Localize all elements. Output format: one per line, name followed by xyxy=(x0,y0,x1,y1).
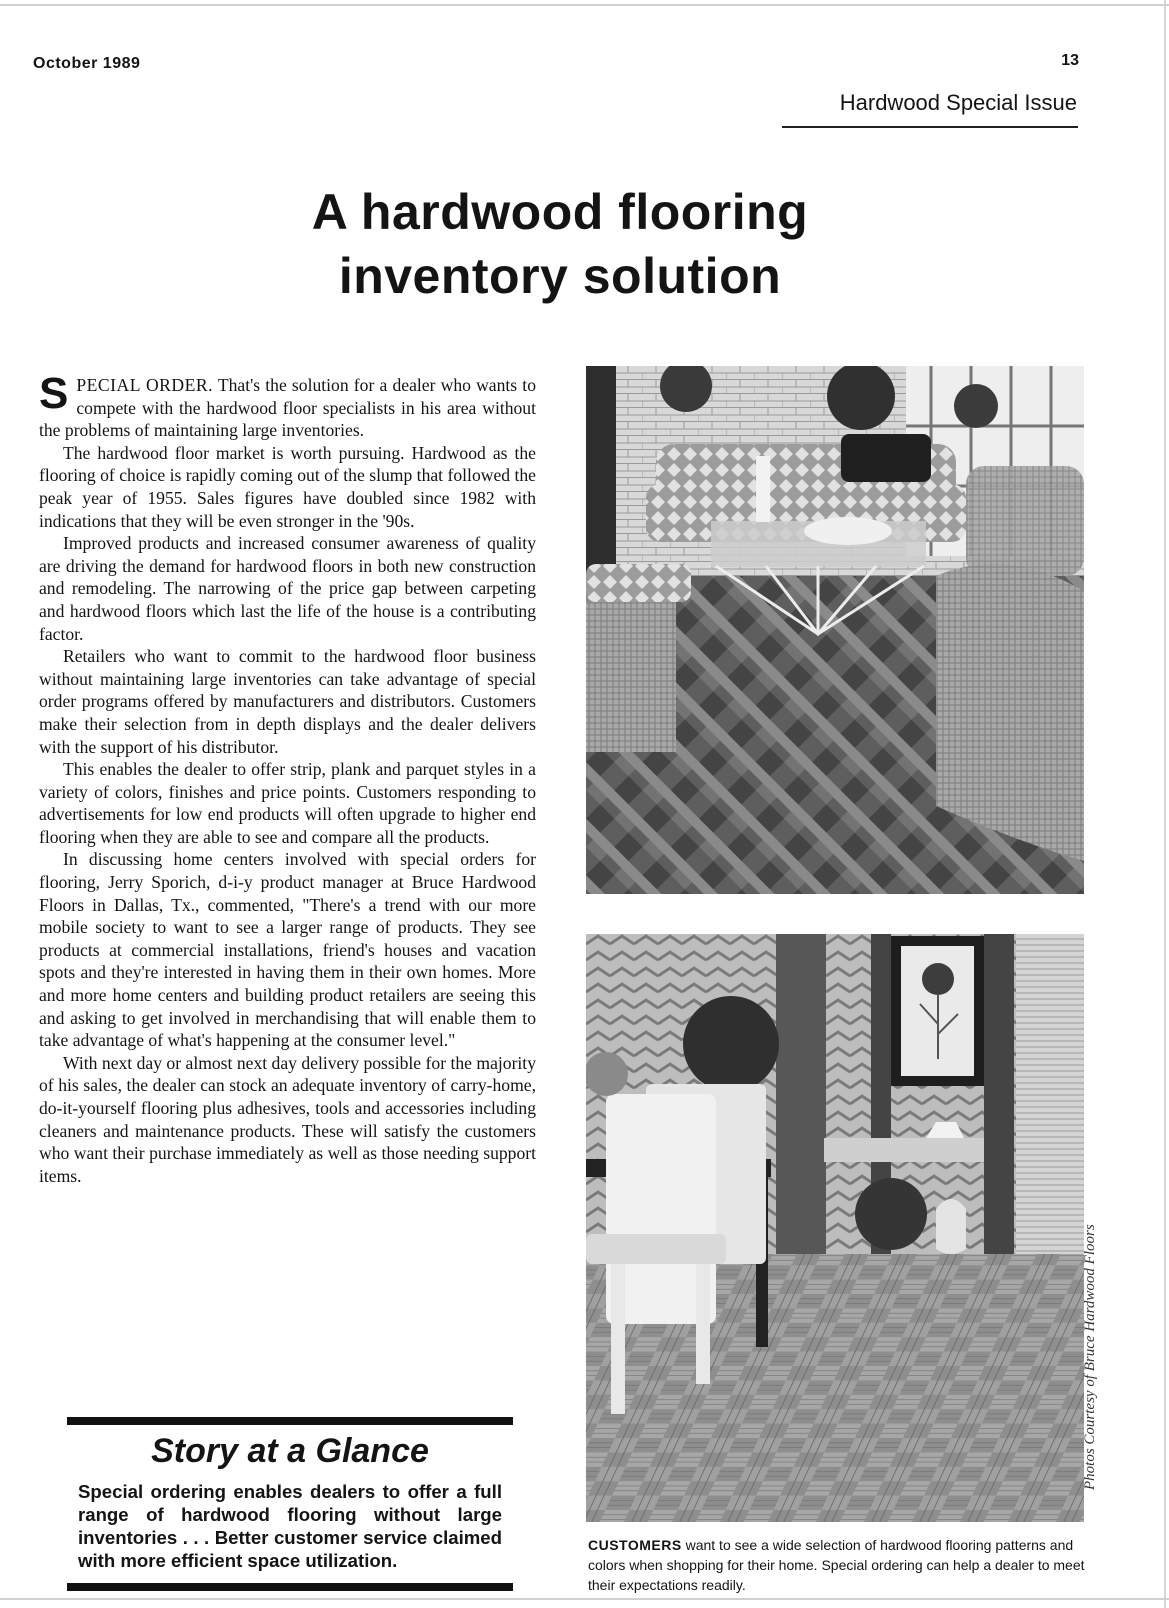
page-edge-bottom xyxy=(0,1598,1169,1600)
issue-date: October 1989 xyxy=(33,55,141,72)
glance-title: Story at a Glance xyxy=(151,1432,429,1470)
body-paragraph: With next day or almost next day delivery possible for the majority of his sales, the dealer can stock an adequate inventory of carry-home, do-it-yourself flooring plus adhesives, tools and accessories including cleaners and maintenance products. These will satisfy the customers who want their purchase immediately as well as those needing support items. xyxy=(39,1052,536,1186)
drop-cap: S xyxy=(39,369,69,418)
body-paragraph: Improved products and increased consumer awareness of quality are driving the demand for hardwood floors in both new construction and remodeling. The narrowing of the price gap between carpeting and hardwood floors which last the life of the house is a contributing factor. xyxy=(39,533,536,644)
living-room-photo xyxy=(586,366,1084,894)
page-edge-top xyxy=(0,4,1169,6)
lead-caps: PECIAL ORDER. xyxy=(76,375,213,395)
dining-room-photo xyxy=(586,934,1084,1522)
article-headline xyxy=(180,180,940,308)
headline-line-1: A hardwood flooring xyxy=(311,184,809,240)
body-paragraph: In discussing home centers involved with special orders for flooring, Jerry Sporich, d-i-y product manager at Bruce Hardwood Floors in Dallas, Tx., commented, "There's a trend with our more mobile society to want to see a larger range of products. They see products at commercial installations, friend's houses and vacation spots and they're interested in having them in their own homes. More and more home centers and building product retailers are seeing this and asking to get involved in merchandising that will enable them to take advantage of what's happening at the consumer level." xyxy=(39,849,536,1051)
photo-credit: Photos Courtesy of Bruce Hardwood Floors xyxy=(1082,1224,1098,1490)
article-body xyxy=(39,369,536,1187)
headline-line-2: inventory solution xyxy=(338,248,782,304)
body-paragraph: The hardwood floor market is worth pursuing. Hardwood as the flooring of choice is rapidly coming out of the slump that followed the peak year of 1955. Sales figures have doubled since 1982 with indications that they will be even stronger in the '90s. xyxy=(39,442,536,531)
glance-summary: Special ordering enables dealers to offer a full range of hardwood flooring without large inventories . . . Better customer service claimed with more efficient space utilization. xyxy=(78,1481,502,1571)
section-title: Hardwood Special Issue xyxy=(839,90,1077,115)
glance-bottom-bar xyxy=(67,1583,513,1591)
body-paragraph: Retailers who want to commit to the hardwood floor business without maintaining large inventories can take advantage of special order programs offered by manufacturers and distributors. Customers make their selection from in depth displays and the dealer delivers with the support of his distributor. xyxy=(39,646,536,757)
caption-text: want to see a wide selection of hardwood flooring patterns and colors when shopping for their home. Special ordering can help a dealer to meet their expectations readily. xyxy=(588,1537,1085,1593)
caption-lead: CUSTOMERS xyxy=(588,1537,682,1553)
page-edge-right xyxy=(1164,0,1166,1608)
glance-top-bar xyxy=(67,1417,513,1425)
body-paragraph: This enables the dealer to offer strip, plank and parquet styles in a variety of colors, finishes and price points. Customers responding to advertisements for low end products will often upgrade to higher end flooring when they are able to see and compare all the products. xyxy=(39,759,536,847)
lead-paragraph xyxy=(39,369,536,442)
section-rule xyxy=(782,126,1078,128)
page-number: 13 xyxy=(1061,52,1079,69)
lead-text: That's the solution for a dealer who wants to compete with the hardwood floor specialists in his area without the problems of maintaining large inventories. xyxy=(39,375,536,441)
photo-caption xyxy=(588,1535,1088,1595)
